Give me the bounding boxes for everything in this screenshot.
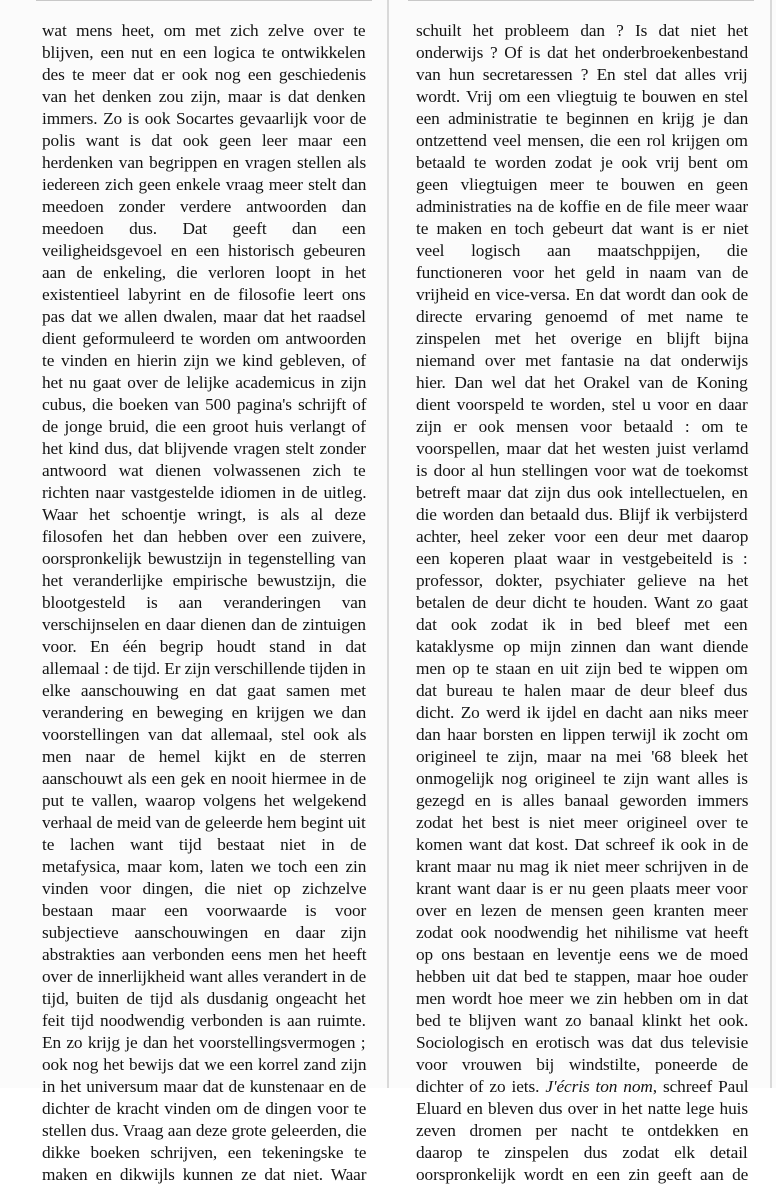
text-line: Sociologisch en erotisch was dat dus televisie — [416, 1033, 749, 1052]
text-line: hebben uit dat bed te stappen, maar hoe ouder — [416, 967, 748, 986]
text-line: blootgesteld is aan veranderingen van — [42, 593, 367, 612]
text-line: professor, dokter, psychiater gelieve na het — [416, 571, 749, 590]
text-line: schuilt het probleem dan ? Is dat niet het — [416, 21, 749, 40]
text-line: existentieel labyrint en de filosofie leert ons — [42, 285, 366, 304]
column-gutter — [387, 0, 389, 1088]
text-line: veel logisch aan maatschppijen, die — [416, 241, 748, 260]
text-line: dicht. Zo werd ik ijdel en dacht aan niks meer — [416, 703, 749, 722]
text-line: Waar het schoentje wringt, is als al deze — [42, 505, 366, 524]
left-text-column — [42, 20, 366, 1186]
text-line: meedoen zonder verdere antwoorden dan — [42, 197, 367, 216]
text-line: dichter de kracht vinden om de dingen voor te — [42, 1099, 367, 1118]
text-line: in het universum maar dat de kunstenaar en de — [42, 1077, 367, 1096]
text-line: krant want daar is er nu geen plaats meer voor — [416, 879, 748, 898]
text-line: ook nog het bewijs dat we een korrel zand zijn — [42, 1055, 367, 1074]
text-line: achter, heel zeker voor een deur met daarop — [416, 527, 749, 546]
text-line: betaald te worden zodat je ook vrij bent om — [416, 153, 749, 172]
text-line: abstrakties aan verbonden eens men het heeft — [42, 945, 367, 964]
text-line: betalen de deur dicht te houden. Want zo gaat — [416, 593, 749, 612]
text-line: kataklysme op mijn zinnen dan want diende — [416, 637, 749, 656]
text-line: wat mens heet, om met zich zelve over te — [42, 21, 366, 40]
text-line: put te vallen, waarop volgens het welgekend — [42, 791, 367, 810]
italic-quote: J'écris ton nom — [545, 1077, 653, 1096]
text-line: een koperen plaat waar in vestgebeiteld is : — [416, 549, 748, 568]
text-line: een administratie te beginnen en krijg je dan — [416, 109, 749, 128]
text-line: zodat ook noodwendig het nihilisme vat heeft — [416, 923, 749, 942]
text-line: subjectieve aanschouwingen en daar zijn — [42, 923, 367, 942]
text-line: het kind dus, dat blijvende vragen stelt zonder — [42, 439, 366, 458]
text-line: oorspronkelijk bewustzijn in tegenstelling van — [42, 549, 367, 568]
text-line: dat bureau te halen maar de deur bleef dus — [416, 681, 748, 700]
text-line: dikke boeken schrijven, een tekeningske te — [42, 1143, 367, 1162]
text-line: metafysica, maar kom, laten we toch een zin — [42, 857, 367, 876]
text-line: maken en dikwijls kunnen ze dat niet. Waar — [42, 1165, 367, 1184]
text-fragment: dichter of zo iets. — [416, 1077, 540, 1096]
text-line: hier. Dan wel dat het Orakel van de Koning — [416, 373, 748, 392]
text-line: niemand over met fantasie na dat onderwijs — [416, 351, 749, 370]
text-line: Eluard en bleven dus over in het natte lege huis — [416, 1099, 748, 1118]
text-line: voor. En één begrip houdt stand in dat — [42, 637, 367, 656]
text-line: administraties na de koffie en de file meer waar — [416, 197, 749, 216]
text-line: van het denken zou zijn, maar is dat denken — [42, 87, 366, 106]
right-page-edge — [770, 0, 772, 1088]
text-line: dient geformuleerd te worden om antwoorden — [42, 329, 366, 348]
text-line: komen want dat kost. Dat schreef ik ook in de — [416, 835, 749, 854]
text-line: pas dat we allen dwalen, maar dat het raadsel — [42, 307, 366, 326]
text-line: meedoen dus. Dat geeft dan een — [42, 219, 366, 238]
text-line: verhaal de meid van de geleerde hem begint uit — [42, 813, 366, 832]
top-edge-right — [408, 0, 754, 1]
text-line: onmogelijk nog origineel te zijn want alles is — [416, 769, 748, 788]
text-line: directe ervaring genoemd of met name te — [416, 307, 749, 326]
text-line: van hun secretaressen ? En stel dat alles vrij — [416, 65, 748, 84]
text-line: te vinden en hierin zijn we kind gebleven, of — [42, 351, 367, 370]
text-line: bestaan maar een voorwaarde is voor — [42, 901, 367, 920]
text-line: dan haar borsten en lippen terwijl ik zocht om — [416, 725, 749, 744]
text-line: herdenken van begrippen en vragen stellen als — [42, 153, 367, 172]
text-line: die worden dan betaald dus. Blijf ik verbijsterd — [416, 505, 748, 524]
text-line: origineel te zijn, maar na mei '68 bleek het — [416, 747, 748, 766]
text-line: vrijheid en vice-versa. En dat wordt dan ook de — [416, 285, 749, 304]
top-edge-left — [36, 0, 372, 1]
text-line: over en lezen de mensen geen kranten meer — [416, 901, 748, 920]
text-line: verschijnselen en daar dienen dan de zintuigen — [42, 615, 366, 634]
text-line: dat ook zodat ik in bed bleef met een — [416, 615, 748, 634]
text-line: stellen dus. Vraag aan deze grote geleerden, die — [42, 1121, 367, 1140]
text-line: allemaal : de tijd. Er zijn verschillende tijden in — [42, 659, 366, 678]
text-line: verandering en beweging en krijgen we dan — [42, 703, 367, 722]
text-line: feit tijd noodwendig verbonden is aan ruimte. — [42, 1011, 366, 1030]
text-line: het nu gaat over de lelijke academicus in zijn — [42, 373, 367, 392]
text-line: vinden voor dingen, die niet op zichzelve — [42, 879, 367, 898]
text-line: men wordt hoe meer we zin hebben om in dat — [416, 989, 749, 1008]
text-line: men op te staan en uit zijn bed te wippen om — [416, 659, 748, 678]
text-line: filosofen het dan hebben over een zuivere, — [42, 527, 366, 546]
text-line: richten naar vastgestelde idiomen in de uitleg. — [42, 483, 367, 502]
text-line: gezegd en is alles banaal geworden immers — [416, 791, 749, 810]
text-line — [416, 1076, 748, 1098]
text-line: voorspellen, maar dat het westen juist verlamd — [416, 439, 749, 458]
text-line: betreft maar dat zijn dus ook intellectuelen, en — [416, 483, 748, 502]
text-line: de jonge bruid, die een groot huis verlangt of — [42, 417, 366, 436]
text-line: over de innerlijkheid want alles verandert in de — [42, 967, 367, 986]
text-line: dient voorspeld te worden, stel u voor en daar — [416, 395, 748, 414]
text-line: te lachen want tijd bestaat niet in de — [42, 835, 367, 854]
text-line: des te meer dat er ook nog een geschiedenis — [42, 65, 366, 84]
text-line: ontzettend veel mensen, die een rol krijgen om — [416, 131, 748, 150]
text-line: functioneren voor het geld in naam van de — [416, 263, 749, 282]
text-line: krant maar nu mag ik niet meer schrijven in de — [416, 857, 749, 876]
text-line: aan de enkeling, die verloren loopt in het — [42, 263, 366, 282]
text-line: daarop te zinspelen dus zodat elk detail — [416, 1143, 748, 1162]
text-line: is door al hun stellingen voor wat de toekomst — [416, 461, 749, 480]
text-fragment: , schreef Paul — [652, 1077, 749, 1096]
text-line: immers. Zo is ook Socartes gevaarlijk voor de — [42, 109, 367, 128]
text-line: zeven dromen per nacht te ontdekken en — [416, 1121, 749, 1140]
text-line: tijd, buiten de tijd als dusdanig ongeacht het — [42, 989, 366, 1008]
text-line: antwoord wat dienen volwassenen zich te — [42, 461, 366, 480]
text-line: te maken en toch gebeurt dat want is er niet — [416, 219, 749, 238]
text-line: onderwijs ? Of is dat het onderbroekenbestand — [416, 43, 749, 62]
text-line: En zo krijg je dan het voorstellingsvermogen ; — [42, 1033, 366, 1052]
text-line: cubus, die boeken van 500 pagina's schrijft of — [42, 395, 367, 414]
text-line: bed te blijven want zo banaal klinkt het ook. — [416, 1011, 749, 1030]
text-line: op ons bestaan en leventje eens we de moed — [416, 945, 749, 964]
text-line: oorspronkelijk wordt en een zin geeft aan de — [416, 1165, 749, 1184]
text-line: zodat het best is niet meer origineel over te — [416, 813, 749, 832]
text-line: voor vrouwen bij windstilte, poneerde de — [416, 1055, 749, 1074]
text-line: voorstellingen van dat allemaal, stel ook als — [42, 725, 367, 744]
text-line: men naar de hemel kijkt en de sterren — [42, 747, 366, 766]
text-line: veiligheidsgevoel en een historisch gebeuren — [42, 241, 366, 260]
text-line: polis want is dat ook geen leer maar een — [42, 131, 367, 150]
right-text-column — [416, 20, 748, 1186]
text-line: het veranderlijke empirische bewustzijn, die — [42, 571, 367, 590]
text-line: aanschouwt als een gek en nooit hiermee in de — [42, 769, 367, 788]
text-line: zijn er ook mensen voor betaald : om te — [416, 417, 748, 436]
text-line: iedereen zich geen enkele vraag meer stelt dan — [42, 175, 367, 194]
text-line: elke aanschouwing en dat gaat samen met — [42, 681, 366, 700]
text-line: blijven, een nut en een logica te ontwikkelen — [42, 43, 366, 62]
text-line: geen vliegtuigen meer te bouwen en geen — [416, 175, 749, 194]
text-line: wordt. Vrij om een vliegtuig te bouwen en stel — [416, 87, 749, 106]
text-line: zinspelen met het overige en blijft bijna — [416, 329, 749, 348]
